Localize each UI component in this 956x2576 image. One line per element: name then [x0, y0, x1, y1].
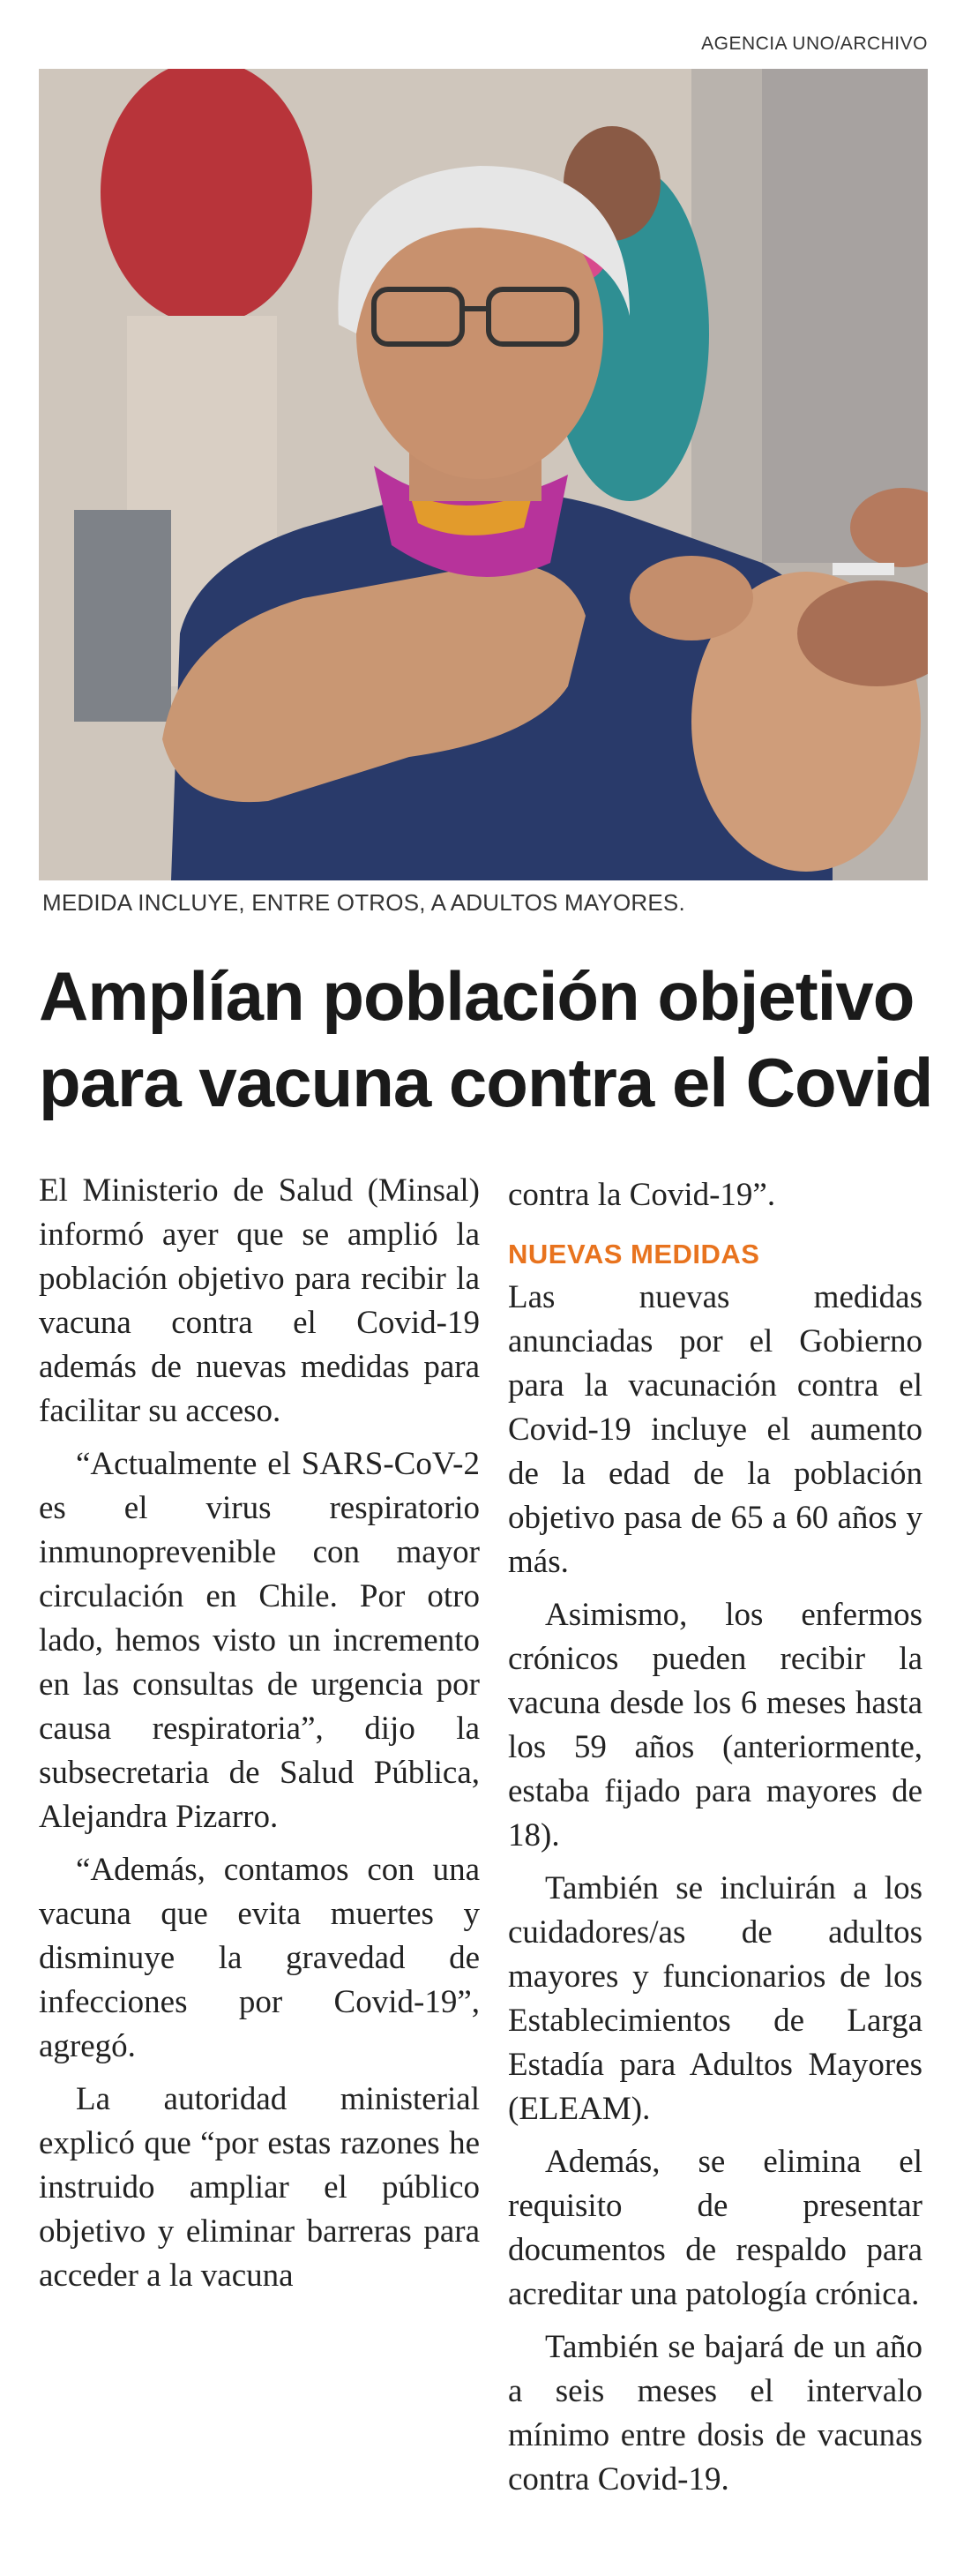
article-column-right	[508, 1173, 922, 2511]
section-subhead: NUEVAS MEDIDAS	[508, 1239, 760, 1269]
article-paragraph: El Ministerio de Salud (Minsal) informó ayer que se amplió la población objetivo para recibir la vacuna contra el Covid-19 además de nuevas medidas para facilitar su acceso.	[39, 1172, 480, 1429]
article-paragraph: Además, se elimina el requisito de presentar documentos de respaldo para acreditar una patología crónica.	[508, 2144, 922, 2312]
article-paragraph: También se incluirán a los cuidadores/as de adultos mayores y funcionarios de los Establecimientos de Larga Estadía para Adultos Mayores (ELEAM).	[508, 1870, 922, 2127]
headline: Amplían población objetivo para vacuna contra el Covid	[39, 957, 933, 1121]
article-column-left	[39, 1169, 480, 2307]
article-paragraph: contra la Covid-19”.	[508, 1177, 776, 1213]
article-paragraph: También se bajará de un año a seis meses el intervalo mínimo entre dosis de vacunas contra Covid-19.	[508, 2329, 922, 2497]
photo-caption: MEDIDA INCLUYE, ENTRE OTROS, A ADULTOS MAYORES.	[42, 889, 685, 916]
article-paragraph: Asimismo, los enfermos crónicos pueden recibir la vacuna desde los 6 meses hasta los 59 años (anteriormente, estaba fijado para mayores de 18).	[508, 1597, 922, 1853]
photo-credit: AGENCIA UNO/ARCHIVO	[701, 34, 928, 54]
vaccination-photo	[39, 69, 928, 880]
article-paragraph: Las nuevas medidas anunciadas por el Gobierno para la vacunación contra el Covid-19 incluye el aumento de la edad de la población objetivo pasa de 65 a 60 años y más.	[508, 1279, 922, 1580]
article-paragraph: “Actualmente el SARS-CoV-2 es el virus respiratorio inmunoprevenible con mayor circulación en Chile. Por otro lado, hemos visto un incremento en las consultas de urgencia por causa respiratoria”, dijo la subsecretaria de Salud Pública, Alejandra Pizarro.	[39, 1446, 480, 1835]
article-paragraph: “Además, contamos con una vacuna que evita muertes y disminuye la gravedad de infecciones por Covid-19”, agregó.	[39, 1852, 480, 2064]
article-paragraph: La autoridad ministerial explicó que “por estas razones he instruido ampliar el público objetivo y eliminar barreras para acceder a la vacuna	[39, 2081, 480, 2294]
news-photo	[39, 69, 928, 880]
